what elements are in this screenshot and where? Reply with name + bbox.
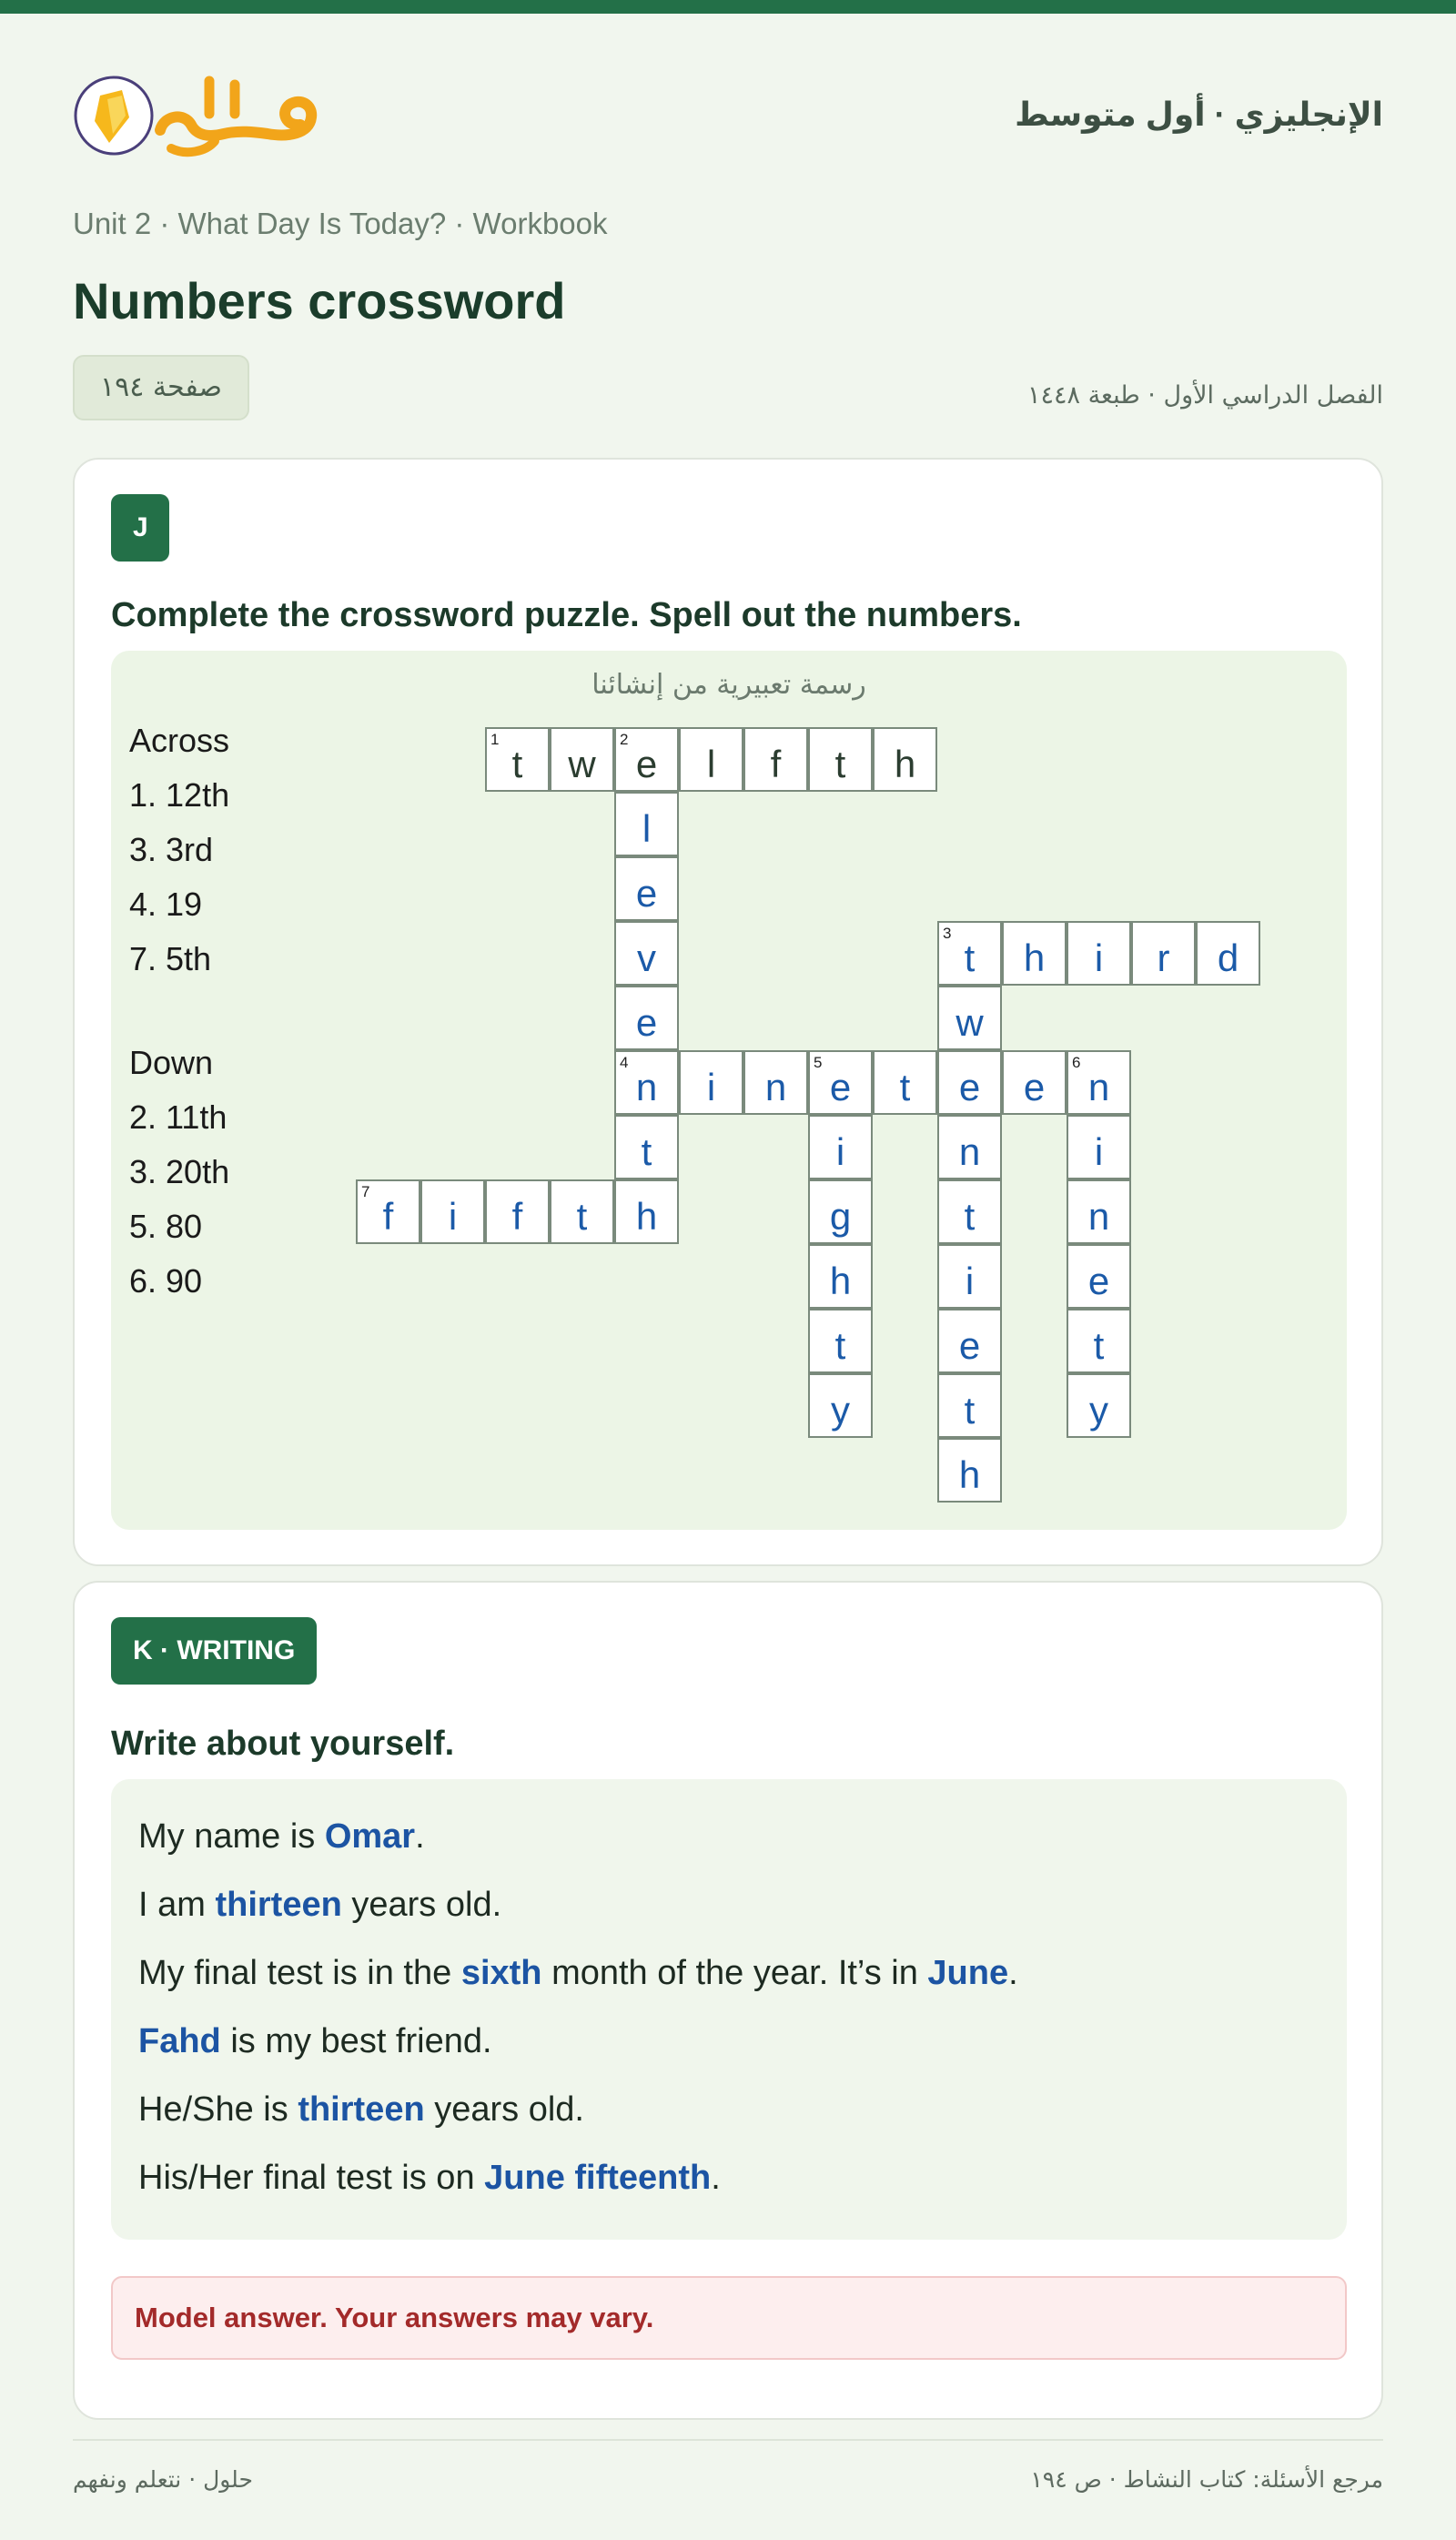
crossword-cell[interactable]: [937, 1373, 1002, 1438]
cell-letter: g: [829, 1195, 852, 1238]
writing-line: [138, 2022, 492, 2061]
crossword-cell[interactable]: [1067, 1309, 1131, 1373]
cell-letter: e: [958, 1066, 981, 1108]
crossword-cell[interactable]: [808, 1115, 873, 1179]
crossword-cell[interactable]: [356, 1179, 420, 1244]
line-text: .: [1008, 1954, 1018, 1992]
writing-line: [138, 2090, 584, 2130]
cell-letter: t: [964, 1195, 976, 1238]
crossword-cell[interactable]: [808, 727, 873, 792]
cell-letter: y: [1089, 1389, 1108, 1432]
writing-answer-box: [111, 1779, 1347, 2240]
cell-letter: t: [964, 1389, 976, 1432]
crossword-cell[interactable]: [614, 986, 679, 1050]
answer-word: sixth: [460, 1954, 542, 1992]
crossword-cell[interactable]: [679, 727, 743, 792]
answer-word: Fahd: [138, 2022, 221, 2060]
section-k-instruction: Write about yourself.: [111, 1725, 455, 1763]
cell-letter: r: [1157, 936, 1170, 979]
cell-letter: e: [1023, 1066, 1046, 1108]
cell-letter: l: [706, 743, 716, 785]
cell-letter: t: [641, 1130, 652, 1173]
down-clue: 5. 80: [129, 1208, 203, 1245]
model-answer-note: [111, 2276, 1347, 2360]
logo-graphic: [73, 61, 346, 170]
cell-letter: t: [511, 743, 523, 785]
crossword-cell[interactable]: [1131, 921, 1196, 986]
crossword-cell[interactable]: [1196, 921, 1260, 986]
cell-letter: n: [1087, 1066, 1110, 1108]
cell-letter: t: [964, 936, 976, 979]
across-clue: 3. 3rd: [129, 831, 214, 868]
illustration-caption: رسمة تعبيرية من إنشائنا: [592, 669, 866, 701]
crossword-cell[interactable]: [743, 727, 808, 792]
line-text: is my best friend.: [220, 2022, 492, 2060]
crossword-cell[interactable]: [614, 1179, 679, 1244]
cell-letter: e: [1087, 1260, 1110, 1302]
crossword-cell[interactable]: [937, 1179, 1002, 1244]
cell-letter: h: [958, 1453, 981, 1496]
crossword-cell[interactable]: [873, 727, 937, 792]
answer-word: June fifteenth: [484, 2159, 712, 2197]
down-clue: 6. 90: [129, 1262, 203, 1300]
crossword-cell[interactable]: [550, 1179, 614, 1244]
line-text: My final test is in the: [138, 1954, 461, 1992]
crossword-cell[interactable]: [808, 1244, 873, 1309]
term-info: الفصل الدراسي الأول · طبعة ١٤٤٨: [1026, 381, 1383, 410]
across-clue: 1. 12th: [129, 776, 230, 814]
crossword-cell[interactable]: [1067, 1179, 1131, 1244]
page-title: Numbers crossword: [73, 272, 566, 329]
writing-line: [138, 2159, 721, 2198]
cell-letter: t: [834, 1324, 846, 1367]
crossword-cell[interactable]: [937, 1244, 1002, 1309]
crossword-cell[interactable]: [1067, 1115, 1131, 1179]
brand-logo[interactable]: [73, 61, 346, 170]
cell-letter: i: [965, 1260, 975, 1302]
crossword-cell[interactable]: [420, 1179, 485, 1244]
cell-letter: h: [894, 743, 916, 785]
cell-letter: h: [1023, 936, 1046, 979]
cell-letter: e: [635, 743, 658, 785]
crossword-cell[interactable]: [808, 1373, 873, 1438]
line-text: I am: [138, 1886, 216, 1924]
cell-letter: e: [635, 872, 658, 915]
line-text: years old.: [341, 1886, 502, 1924]
section-k-card: [73, 1581, 1383, 2420]
section-j-card: [73, 458, 1383, 1566]
section-j-instruction: Complete the crossword puzzle. Spell out the numbers.: [111, 596, 1022, 634]
crossword-cell[interactable]: [873, 1050, 937, 1115]
line-text: He/She is: [138, 2090, 298, 2129]
cell-letter: v: [637, 936, 656, 979]
crossword-cell[interactable]: [937, 921, 1002, 986]
page-number-chip: صفحة ١٩٤: [73, 355, 249, 420]
crossword-cell[interactable]: [937, 986, 1002, 1050]
crossword-cell[interactable]: [485, 1179, 550, 1244]
crossword-area: [111, 651, 1347, 1530]
crossword-cell[interactable]: [1002, 921, 1067, 986]
answer-word: June: [927, 1954, 1009, 1992]
crossword-cell[interactable]: [1067, 1050, 1131, 1115]
down-heading: Down: [129, 1044, 214, 1081]
footer-reference: مرجع الأسئلة: كتاب النشاط · ص ١٩٤: [1030, 2466, 1383, 2493]
cell-letter: w: [956, 1001, 984, 1044]
crossword-cell[interactable]: [937, 1050, 1002, 1115]
clue-number: 2: [620, 731, 629, 748]
crossword-cell[interactable]: [1002, 1050, 1067, 1115]
cell-letter: h: [829, 1260, 852, 1302]
section-k-badge: K · WRITING: [111, 1617, 317, 1685]
crossword-cell[interactable]: [937, 1115, 1002, 1179]
crossword-cell[interactable]: [808, 1050, 873, 1115]
cell-letter: y: [831, 1389, 850, 1432]
section-j-badge: J: [111, 494, 169, 562]
cell-letter: e: [958, 1324, 981, 1367]
crossword-cell[interactable]: [614, 921, 679, 986]
clue-number: 3: [943, 925, 952, 942]
answer-word: Omar: [324, 1817, 416, 1856]
footer-divider: [73, 2439, 1383, 2441]
cell-letter: i: [448, 1195, 458, 1238]
model-answer-note-text: Model answer. Your answers may vary.: [135, 2302, 654, 2333]
across-clue: 7. 5th: [129, 940, 212, 977]
cell-letter: n: [1087, 1195, 1110, 1238]
cell-letter: n: [958, 1130, 981, 1173]
line-text: .: [415, 1817, 425, 1856]
cell-letter: f: [770, 743, 782, 785]
cell-letter: i: [706, 1066, 716, 1108]
cell-letter: f: [382, 1195, 394, 1238]
cell-letter: f: [511, 1195, 523, 1238]
cell-letter: i: [1094, 1130, 1104, 1173]
cell-letter: t: [1093, 1324, 1105, 1367]
crossword-cell[interactable]: [614, 1115, 679, 1179]
crossword-cell[interactable]: [550, 727, 614, 792]
clue-number: 7: [361, 1183, 370, 1200]
clue-number: 5: [814, 1054, 823, 1071]
down-clue: 3. 20th: [129, 1153, 230, 1190]
crossword-cell[interactable]: [937, 1438, 1002, 1503]
cell-letter: e: [635, 1001, 658, 1044]
cell-letter: t: [899, 1066, 911, 1108]
footer-tagline: حلول · نتعلم ونفهم: [73, 2466, 253, 2493]
crossword-cell[interactable]: [485, 727, 550, 792]
line-text: His/Her final test is on: [138, 2159, 485, 2197]
across-heading: Across: [129, 722, 230, 759]
crossword-cell[interactable]: [614, 1050, 679, 1115]
line-text: years old.: [424, 2090, 584, 2129]
cell-letter: i: [1094, 936, 1104, 979]
cell-letter: n: [635, 1066, 658, 1108]
line-text: My name is: [138, 1817, 325, 1856]
writing-line: [138, 1954, 1018, 1993]
cell-letter: t: [576, 1195, 588, 1238]
cell-letter: d: [1217, 936, 1239, 979]
cell-letter: t: [834, 743, 846, 785]
crossword-cell[interactable]: [937, 1309, 1002, 1373]
crossword-cell[interactable]: [1067, 921, 1131, 986]
top-accent-bar: [0, 0, 1456, 14]
crossword-cell[interactable]: [743, 1050, 808, 1115]
writing-line: [138, 1886, 501, 1925]
subject-title: الإنجليزي · أول متوسط: [1015, 96, 1383, 133]
crossword-cell[interactable]: [614, 792, 679, 856]
cell-letter: n: [764, 1066, 787, 1108]
line-text: month of the year. It’s in: [541, 1954, 928, 1992]
cell-letter: e: [829, 1066, 852, 1108]
down-clue: 2. 11th: [129, 1098, 228, 1136]
crossword-cell[interactable]: [614, 727, 679, 792]
cell-letter: h: [635, 1195, 658, 1238]
answer-word: thirteen: [215, 1886, 342, 1924]
line-text: .: [711, 2159, 721, 2197]
clue-number: 4: [620, 1054, 629, 1071]
cell-letter: i: [835, 1130, 845, 1173]
crossword-cell[interactable]: [679, 1050, 743, 1115]
writing-line: [138, 1817, 425, 1857]
answer-word: thirteen: [298, 2090, 425, 2129]
clue-number: 6: [1072, 1054, 1081, 1071]
crossword-cell[interactable]: [1067, 1244, 1131, 1309]
across-clue: 4. 19: [129, 885, 203, 923]
crossword-cell[interactable]: [614, 856, 679, 921]
crossword-cell[interactable]: [808, 1309, 873, 1373]
cell-letter: l: [642, 807, 652, 850]
breadcrumb[interactable]: Unit 2 · What Day Is Today? · Workbook: [73, 207, 608, 240]
clue-list: [129, 722, 229, 1317]
crossword-cell[interactable]: [1067, 1373, 1131, 1438]
crossword-cell[interactable]: [808, 1179, 873, 1244]
cell-letter: w: [568, 743, 596, 785]
clue-number: 1: [490, 731, 500, 748]
